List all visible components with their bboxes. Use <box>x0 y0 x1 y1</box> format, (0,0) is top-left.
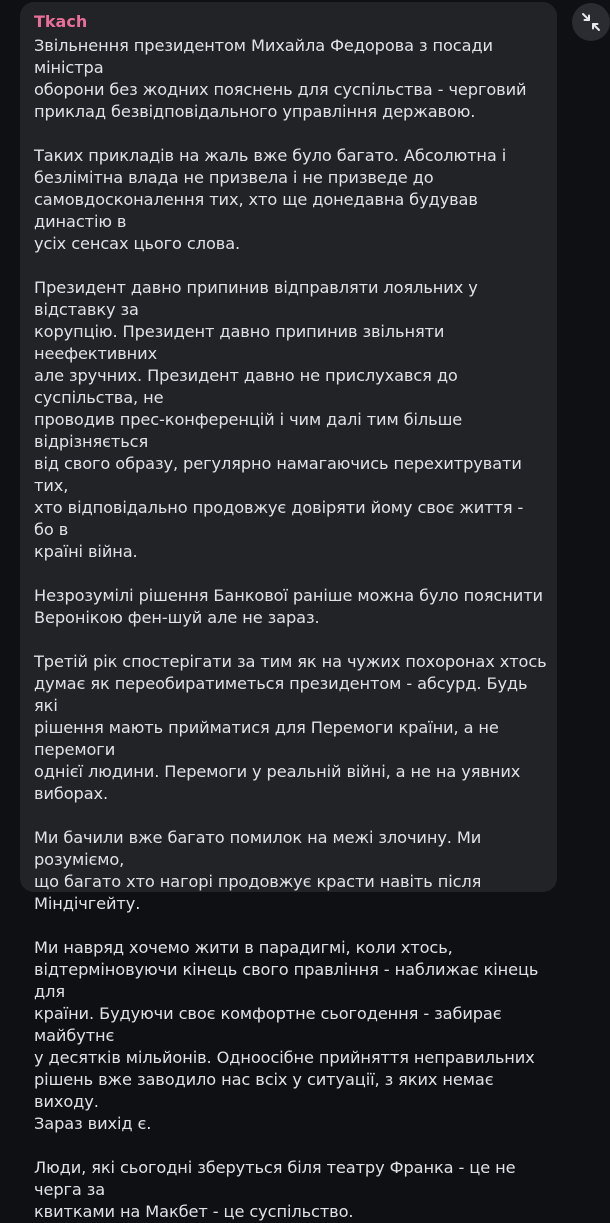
message-bubble <box>20 2 557 1221</box>
message-paragraph: Таких прикладів на жаль вже було багато. Абсолютна і безлімітна влада не призвела і не призведе до самовдосконалення тих, хто ще донедавна будував династію в усіх сенсах цього слова. <box>34 146 507 253</box>
collapse-button[interactable] <box>572 3 610 41</box>
message-paragraph: Третій рік спостерігати за тим як на чужих похоронах хтось думає як переобиратиметься президентом - абсурд. Будь які рішення мають прийматися для Перемоги країни, а не перемоги однієї людини. Перемоги у реальній війні, а не на уявних виборах. <box>34 652 547 803</box>
message-paragraph: Ми бачили вже багато помилок на межі злочину. Ми розуміємо, що багато хто нагорі продовжує красти навіть після Міндічгейту. <box>34 828 482 913</box>
message-paragraph: Ми навряд хочемо жити в парадигмі, коли хтось, відтерміновуючи кінець свого правління - наближає кінець для країни. Будуючи своє комфортне сьогодення - забирає майбутнє у десятків мільйонів. Одноосібне прийняття неправильних рішень вже заводило нас всіх у ситуації, з яких немає виходу. Зараз вихід є. <box>34 938 539 1133</box>
message-paragraph: Президент давно припинив відправляти лояльних у відставку за корупцію. Президент давно припинив звільняти неефективних але зручних. Президент давно не прислухався до суспільства, не проводив прес-конференцій і чим далі тим більше відрізняється від свого образу, регулярно намагаючись перехитрувати тих, хто відповідально продовжує довіряти йому своє життя - бо в країні війна. <box>34 278 524 561</box>
message-paragraph: Незрозумілі рішення Банкової раніше можна було пояснити Веронікою фен-шуй але не зараз. <box>34 586 543 627</box>
message-paragraph: Люди, які сьогодні зберуться біля театру Франка - це не черга за квитками на Макбет - це суспільство. <box>34 1158 516 1221</box>
collapse-arrows-icon <box>580 11 602 33</box>
message-text <box>34 35 547 1223</box>
message-paragraph: Звільнення президентом Михайла Федорова з посади міністра оборони без жодних пояснень для суспільства - черговий приклад безвідповідального управління державою. <box>34 36 527 121</box>
message-author[interactable]: Tkach <box>34 12 88 31</box>
